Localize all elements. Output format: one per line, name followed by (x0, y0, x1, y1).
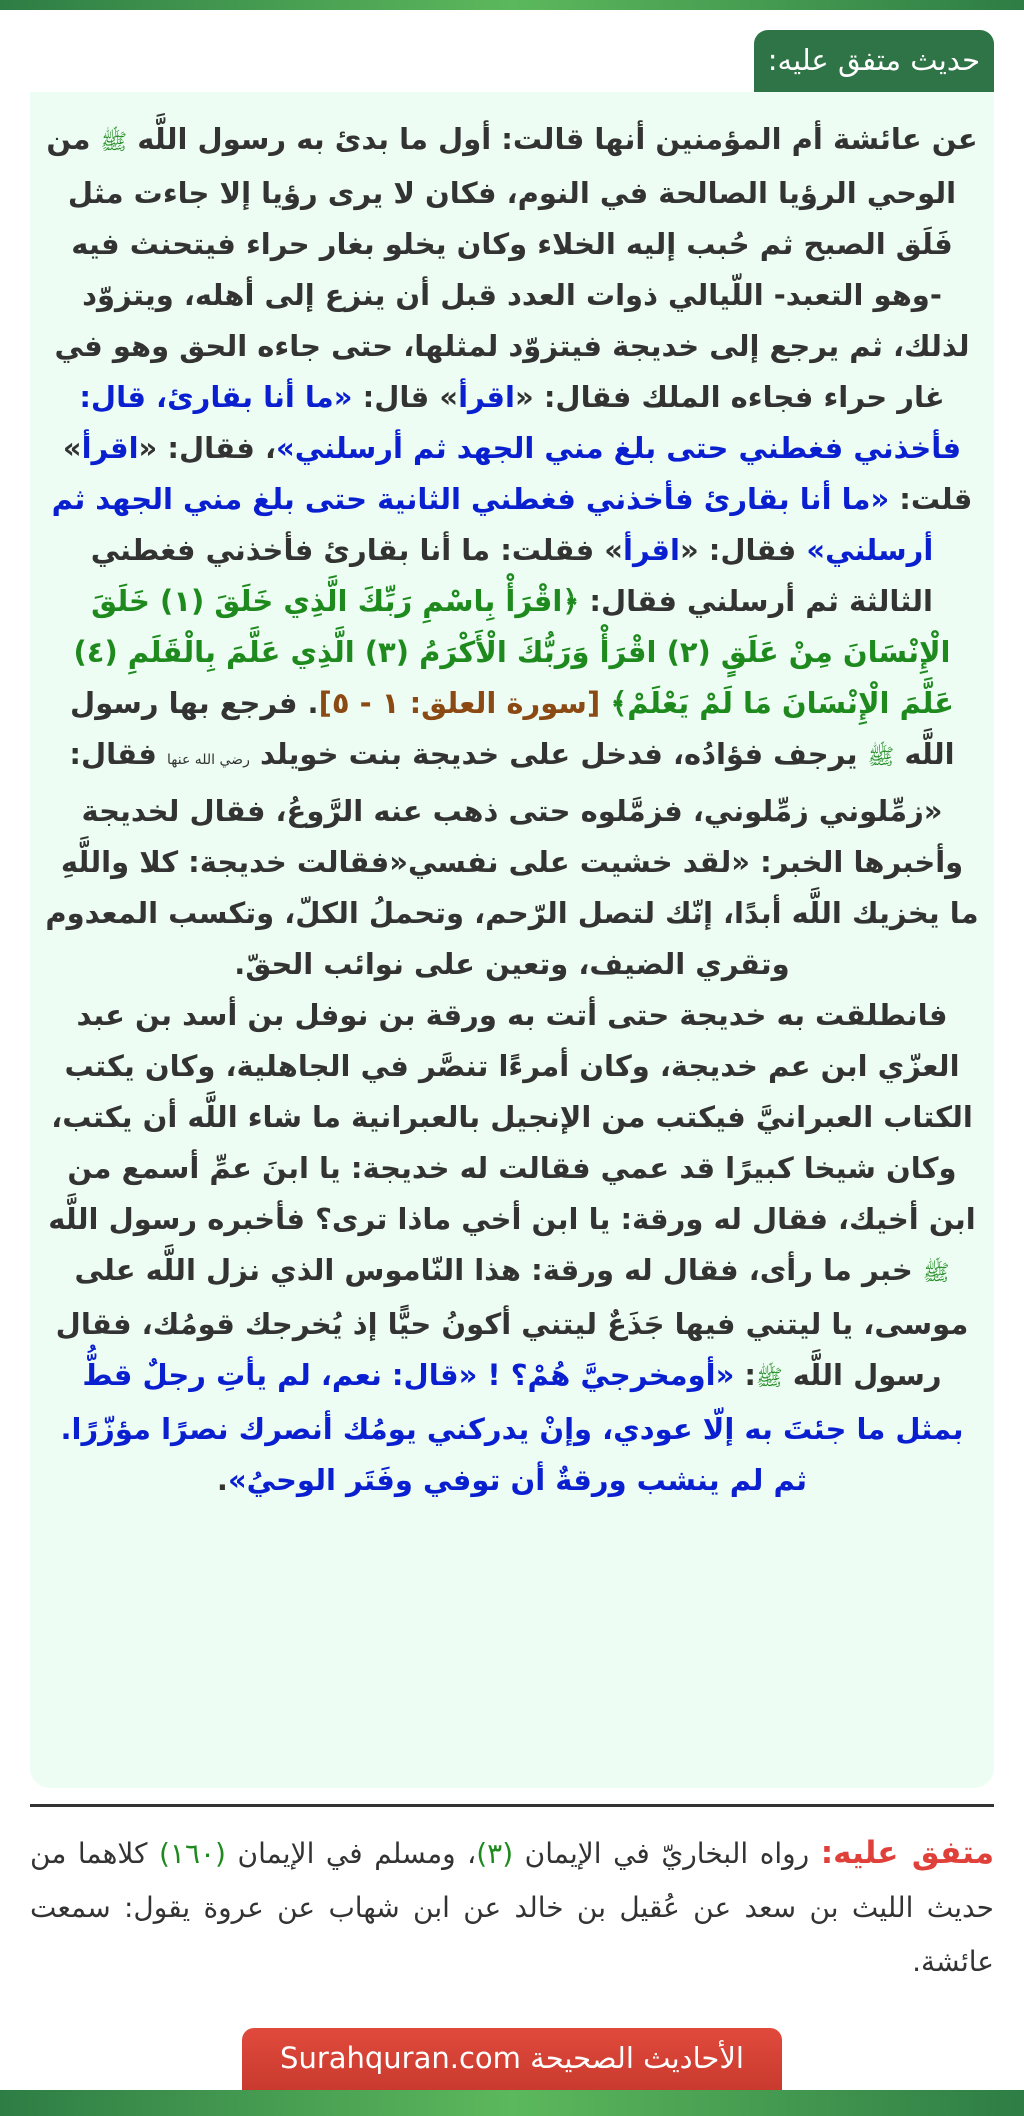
hadith-text (44, 114, 980, 990)
brand-link[interactable]: الأحاديث الصحيحة Surahquran.com (242, 2028, 782, 2090)
prophet-speech: «ما أنا بقارئ، قال: فأخذني فغطني حتى بلغ مني الجهد ثم أرسلني» (79, 380, 962, 465)
source-text: ، ومسلم في الإيمان (225, 1837, 477, 1870)
hadith-text-part: . (216, 1463, 228, 1497)
hadith-text (44, 990, 980, 1506)
hadith-text-part: فقال: « (679, 533, 807, 567)
salawat-icon: ﷺ (100, 130, 128, 155)
hadith-box (30, 92, 994, 1788)
quran-verse: ﴿اقْرَأْ بِاسْمِ رَبِّكَ الَّذِي خَلَقَ (١) خَلَقَ الْإِنْسَانَ مِنْ عَلَقٍ (٢) اقْرَأْ وَرَبُّكَ الْأَكْرَمُ (٣) الَّذِي عَلَّمَ بِالْقَلَمِ (٤) عَلَّمَ الْإِنْسَانَ مَا لَمْ يَعْلَمْ﴾ (73, 584, 954, 720)
hadith-text-part: » قلت: (62, 431, 973, 516)
source-label: متفق عليه: (820, 1835, 995, 1871)
hadith-text-part: . فرجع بها رسول اللَّه (70, 686, 955, 771)
iqra-word: اقرأ (458, 380, 515, 414)
hadith-text-part: » قال: (352, 380, 459, 414)
iqra-word: اقرأ (81, 431, 139, 465)
bottom-decorative-bar (0, 2090, 1024, 2116)
muslim-number: (١٦٠) (158, 1837, 226, 1870)
hadith-text-part: فانطلقت به خديجة حتى أتت به ورقة بن نوفل بن أسد بن عبد العزّي ابن عم خديجة، وكان أمرءًا تنصَّر في الجاهلية، وكان يكتب الكتاب العبرانيَّ فيكتب من الإنجيل بالعبرانية ما شاء اللَّه أن يكتب، وكان شيخا كبيرًا قد عمي فقالت له خديجة: يا ابنَ عمِّ أسمع من ابن أخيك، فقال له ورقة: يا ابن أخي ماذا ترى؟ فأخبره رسول اللَّه (48, 998, 976, 1236)
hadith-text-part: » فقلت: ما أنا بقارئ فأخذني فغطني الثالثة ثم أرسلني فقال: (90, 533, 933, 618)
source-citation (30, 1826, 994, 1989)
hadith-text-part: فقال: «زمِّلوني زمِّلوني، فزمَّلوه حتى ذهب عنه الرَّوعُ، فقال لخديجة وأخبرها الخبر: «لقد خشيت على نفسي«فقالت خديجة: كلا واللَّهِ ما يخزيك اللَّه أبدًا، إنّك لتصل الرّحم، وتحملُ الكلّ، وتكسب المعدوم وتقري الضيف، وتعين على نوائب الحقّ. (45, 737, 979, 981)
divider (30, 1804, 994, 1807)
hadith-text-part: من الوحي الرؤيا الصالحة في النوم، فكان لا يرى رؤيا إلا جاءت مثل فَلَق الصبح ثم حُبب إليه الخلاء وكان يخلو بغار حراء فيتحنث فيه -وهو التعبد- اللّيالي ذوات العدد قبل أن ينزع إلى أهله، ويتزوّد لذلك، ثم يرجع إلى خديجة فيتزوّد لمثلها، حتى جاءه الحق وهو في غار حراء فجاءه الملك فقال: « (46, 122, 970, 414)
surah-reference: [سورة العلق: ١ - ٥] (318, 686, 601, 720)
top-decorative-bar (0, 0, 1024, 10)
prophet-speech: «أومخرجيَّ هُمْ؟ ! «قال: نعم، لم يأتِ رجلٌ قطُّ بمثل ما جئتَ به إلّا عودي، وإنْ يدركني يومُك أنصرك نصرًا مؤزّرًا. ثم لم ينشب ورقةٌ أن توفي وفَتَر الوحيُ» (60, 1358, 964, 1497)
hadith-text-part: عن عائشة أم المؤمنين أنها قالت: أول ما بدئ به رسول اللَّه (137, 122, 978, 156)
source-text: كلاهما من حديث الليث بن سعد عن عُقيل بن خالد عن ابن شهاب عن عروة يقول: سمعت عائشة. (30, 1837, 994, 1978)
hadith-text-part: خبر ما رأى، فقال له ورقة: هذا النّاموس الذي نزل اللَّه على موسى، يا ليتني فيها جَذَعٌ ليتني أكونُ حيًّا إذ يُخرجك قومُك، فقال رسول اللَّه (55, 1253, 969, 1392)
source-text: رواه البخاريّ في الإيمان (513, 1837, 821, 1870)
iqra-word: اقرأ (623, 533, 680, 567)
prophet-speech: «ما أنا بقارئ فأخذني فغطني الثانية حتى بلغ مني الجهد ثم أرسلني» (51, 482, 934, 567)
hadith-text-part: يرجف فؤادُه، فدخل على خديجة بنت خويلد (259, 737, 858, 771)
hadith-text-part: ، فقال: « (138, 431, 276, 465)
radiallah-icon: رضي الله عنها (167, 752, 250, 768)
bukhari-number: (٣) (476, 1837, 514, 1870)
salawat-icon: ﷺ (756, 1366, 783, 1391)
hadith-text-part: : (734, 1358, 757, 1392)
hadith-title: حديث متفق عليه: (754, 30, 994, 92)
salawat-icon: ﷺ (867, 745, 895, 770)
salawat-icon: ﷺ (922, 1261, 950, 1286)
